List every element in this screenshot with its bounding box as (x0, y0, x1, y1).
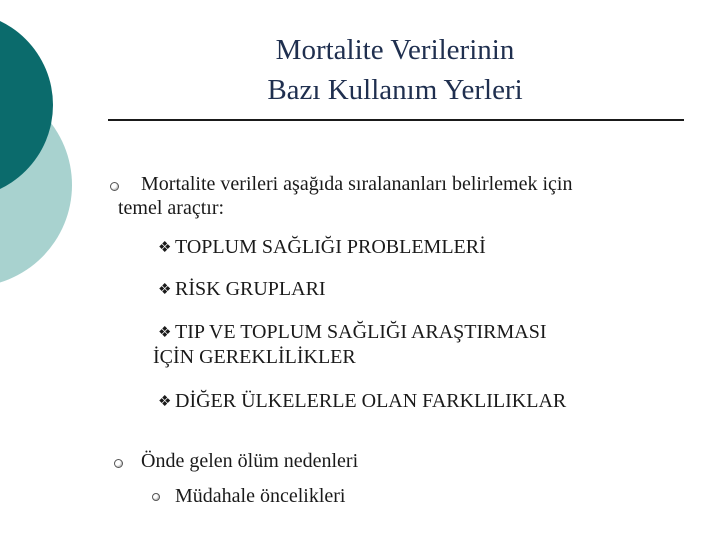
circle-bullet-icon (110, 182, 119, 191)
slide-title-line1: Mortalite Verilerinin (275, 34, 515, 66)
intro-line2: temel araçtır: (118, 197, 225, 219)
slide-title-line2: Bazı Kullanım Yerleri (267, 74, 523, 106)
circle-bullet-icon (114, 459, 123, 468)
sub-item-2: ❖ RİSK GRUPLARI (158, 278, 326, 300)
intro-line1: Mortalite verileri aşağıda sıralananları belirlemek için (141, 173, 573, 195)
sub-item-3: ❖ TIP VE TOPLUM SAĞLIĞI ARAŞTIRMASI (158, 321, 547, 343)
sub-item-4: ❖ DİĞER ÜLKELERLE OLAN FARKLILIKLAR (158, 390, 567, 412)
sub-item-3-cont: İÇİN GEREKLİLİKLER (153, 346, 356, 368)
diamond-bullet-icon: ❖ (158, 325, 172, 341)
decorative-circles (0, 0, 110, 300)
circle-bullet-icon (152, 493, 160, 501)
bullet-2-sub: Müdahale öncelikleri (175, 485, 346, 507)
diamond-bullet-icon: ❖ (158, 240, 172, 256)
bullet-2: Önde gelen ölüm nedenleri (141, 450, 359, 472)
diamond-bullet-icon: ❖ (158, 394, 172, 410)
diamond-bullet-icon: ❖ (158, 282, 172, 298)
sub-item-1: ❖ TOPLUM SAĞLIĞI PROBLEMLERİ (158, 236, 486, 258)
title-divider (108, 119, 684, 121)
